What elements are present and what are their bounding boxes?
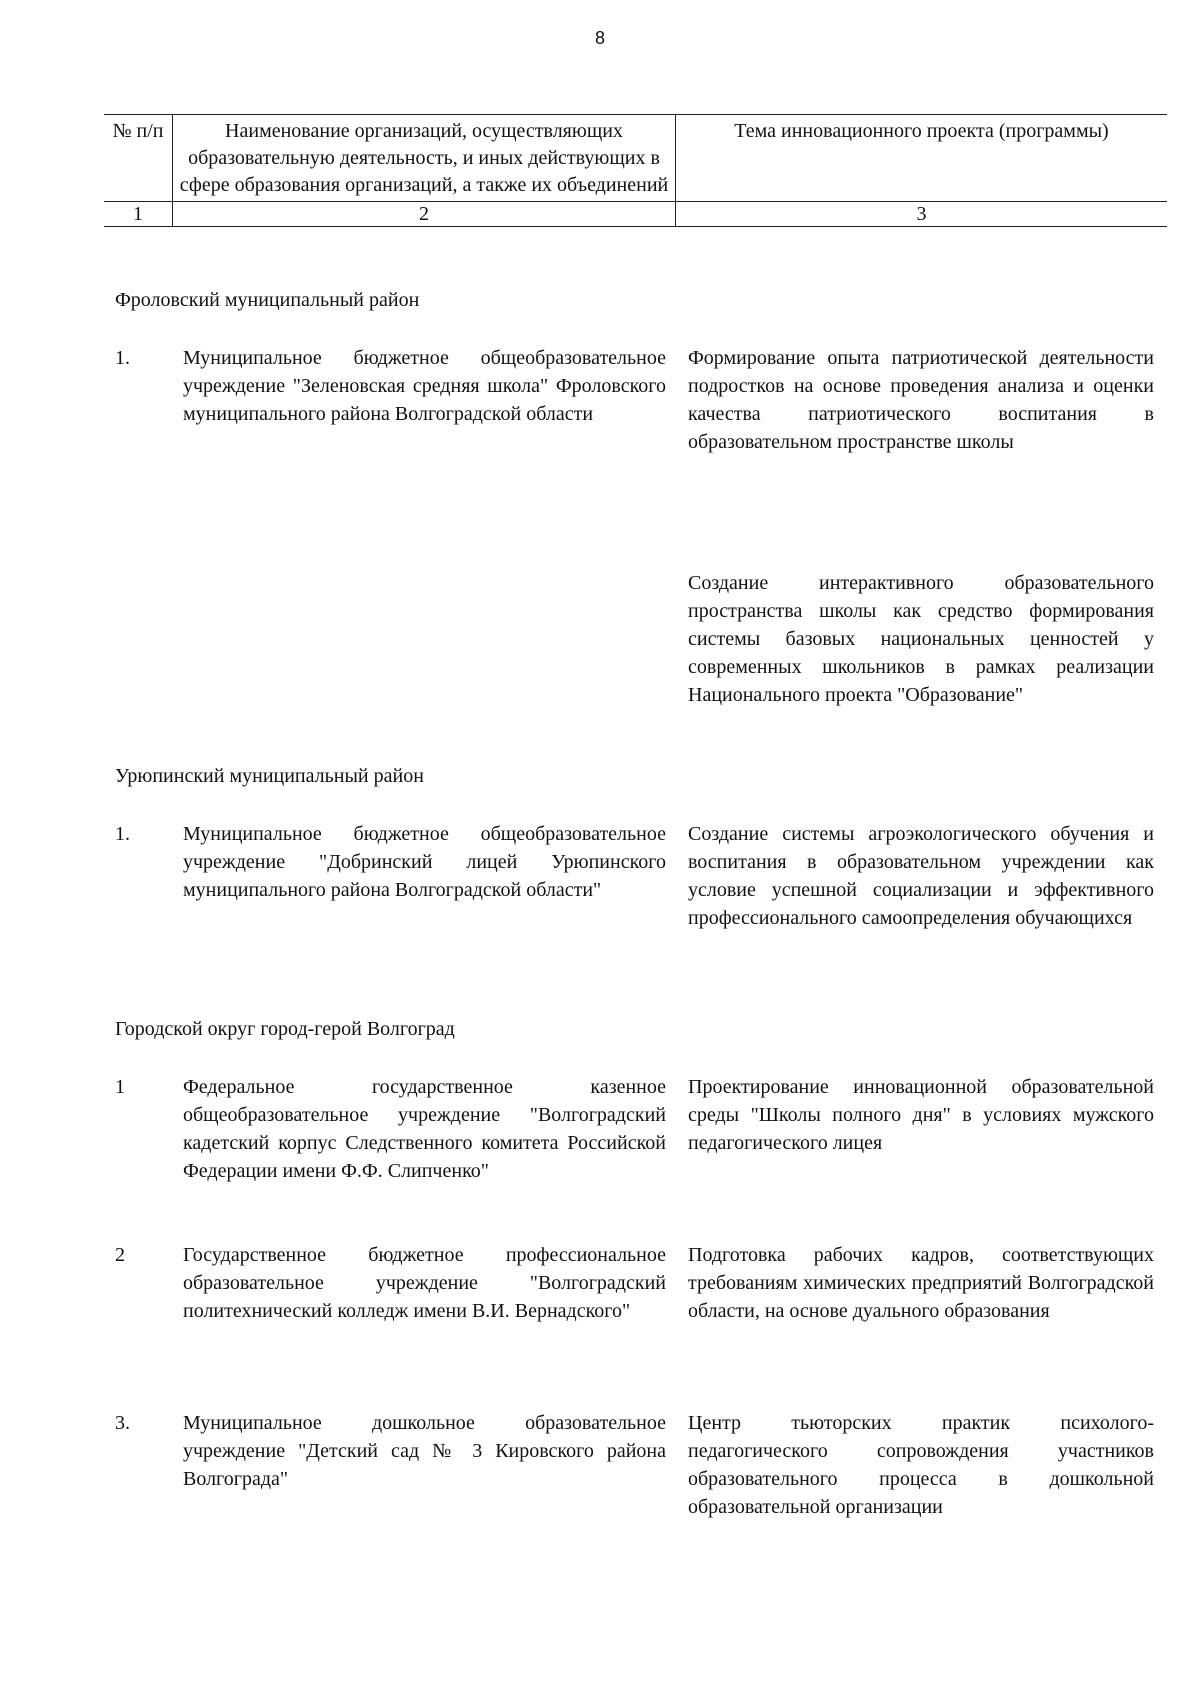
page-number: 8 xyxy=(594,28,605,48)
project-topic: Формирование опыта патриотической деятельности подростков на основе проведения анализа и оценки качества патриотического воспитания в образовательном пространстве школы xyxy=(688,347,1154,453)
project-topic: Проектирование инновационной образовательной среды "Школы полного дня" в условиях мужского педагогического лицея xyxy=(688,1076,1154,1154)
section-title: Урюпинский муниципальный район xyxy=(115,765,424,787)
organization-name: Федеральное государственное казенное общеобразовательное учреждение "Волгоградский кадетский корпус Следственного комитета Российской Федерации имени Ф.Ф. Слипченко" xyxy=(183,1076,666,1182)
section-title: Фроловский муниципальный район xyxy=(115,289,420,311)
project-topic: Создание системы агроэкологического обучения и воспитания в образовательном учреждении как условие успешной социализации и эффективного профессионального самоопределения обучающихся xyxy=(688,823,1154,929)
project-topic: Создание интерактивного образовательного пространства школы как средство формирования системы базовых национальных ценностей у современных школьников в рамках реализации Национального проекта "Образование" xyxy=(688,572,1154,706)
organization-name: Государственное бюджетное профессиональное образовательное учреждение "Волгоградский политехнический колледж имени В.И. Вернадского" xyxy=(183,1244,666,1322)
project-topic: Подготовка рабочих кадров, соответствующих требованиям химических предприятий Волгоградской области, на основе дуального образования xyxy=(688,1244,1154,1322)
column-index-1: 1 xyxy=(104,202,173,227)
table-header xyxy=(104,114,1167,227)
project-topic: Центр тьюторских практик психолого-педагогического сопровождения участников образовательного процесса в дошкольной образовательной организации xyxy=(688,1412,1154,1518)
entry-number: 2 xyxy=(115,1244,125,1266)
column-header-organization: Наименование организаций, осуществляющих образовательную деятельность, и иных действующих в сфере образования организаций, а также их объединений xyxy=(173,115,676,202)
entry-number: 1 xyxy=(115,1076,125,1098)
column-index-2: 2 xyxy=(173,202,676,227)
entry-number: 3. xyxy=(115,1412,130,1434)
column-header-topic: Тема инновационного проекта (программы) xyxy=(676,115,1168,202)
section-title: Городской округ город-герой Волгоград xyxy=(115,1018,455,1040)
entry-number: 1. xyxy=(115,347,130,369)
organization-name: Муниципальное бюджетное общеобразовательное учреждение "Зеленовская средняя школа" Фроловского муниципального района Волгоградской области xyxy=(183,347,666,425)
entry-number: 1. xyxy=(115,823,130,845)
organization-name: Муниципальное дошкольное образовательное учреждение "Детский сад № 3 Кировского района Волгограда" xyxy=(183,1412,666,1490)
column-header-number: № п/п xyxy=(104,115,173,202)
organization-name: Муниципальное бюджетное общеобразовательное учреждение "Добринский лицей Урюпинского муниципального района Волгоградской области" xyxy=(183,823,666,901)
column-index-3: 3 xyxy=(676,202,1168,227)
